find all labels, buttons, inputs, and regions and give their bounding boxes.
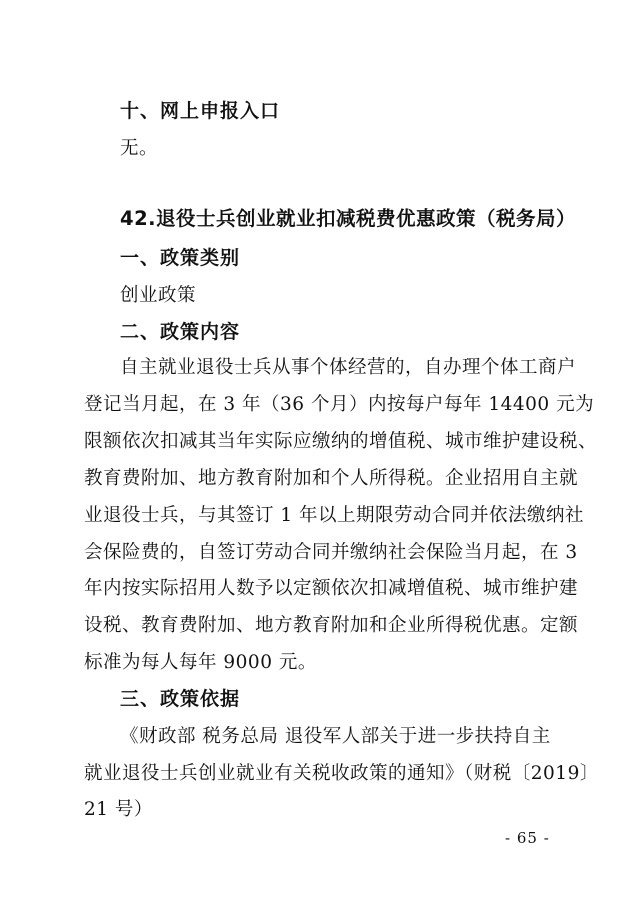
policy-content-heading: 二、政策内容 xyxy=(120,321,241,343)
policy-content-line: 业退役士兵，与其签订 1 年以上期限劳动合同并依法缴纳社 xyxy=(84,505,585,526)
policy-title: 42.退役士兵创业就业扣减税费优惠政策（税务局） xyxy=(120,207,577,230)
policy-content-line: 限额依次扣减其当年实际应缴纳的增值税、城市维护建设税、 xyxy=(84,431,598,452)
section-ten-heading: 十、网上申报入口 xyxy=(120,100,281,122)
policy-basis-line: 《财政部 税务总局 退役军人部关于进一步扶持自主 xyxy=(120,726,551,747)
policy-basis-line: 就业退役士兵创业就业有关税收政策的通知》（财税〔2019〕 xyxy=(84,763,599,784)
policy-basis-line: 21 号） xyxy=(84,799,153,820)
policy-category-heading: 一、政策类别 xyxy=(120,247,241,269)
page-number: - 65 - xyxy=(505,829,550,847)
policy-category-body: 创业政策 xyxy=(120,285,197,306)
policy-content-line: 年内按实际招用人数予以定额依次扣减增值税、城市维护建 xyxy=(84,578,579,599)
policy-content-line: 设税、教育费附加、地方教育附加和企业所得税优惠。定额 xyxy=(84,615,579,636)
policy-content-line: 标准为每人每年 9000 元。 xyxy=(84,652,317,673)
policy-content-line: 登记当月起，在 3 年（36 个月）内按每户每年 14400 元为 xyxy=(84,394,595,415)
section-ten-body: 无。 xyxy=(120,138,159,159)
policy-content-line: 会保险费的，自签订劳动合同并缴纳社会保险当月起，在 3 xyxy=(84,542,578,563)
policy-content-line: 教育费附加、地方教育附加和个人所得税。企业招用自主就 xyxy=(84,468,579,489)
policy-content-line: 自主就业退役士兵从事个体经营的，自办理个体工商户 xyxy=(120,357,577,378)
policy-basis-heading: 三、政策依据 xyxy=(120,688,241,710)
